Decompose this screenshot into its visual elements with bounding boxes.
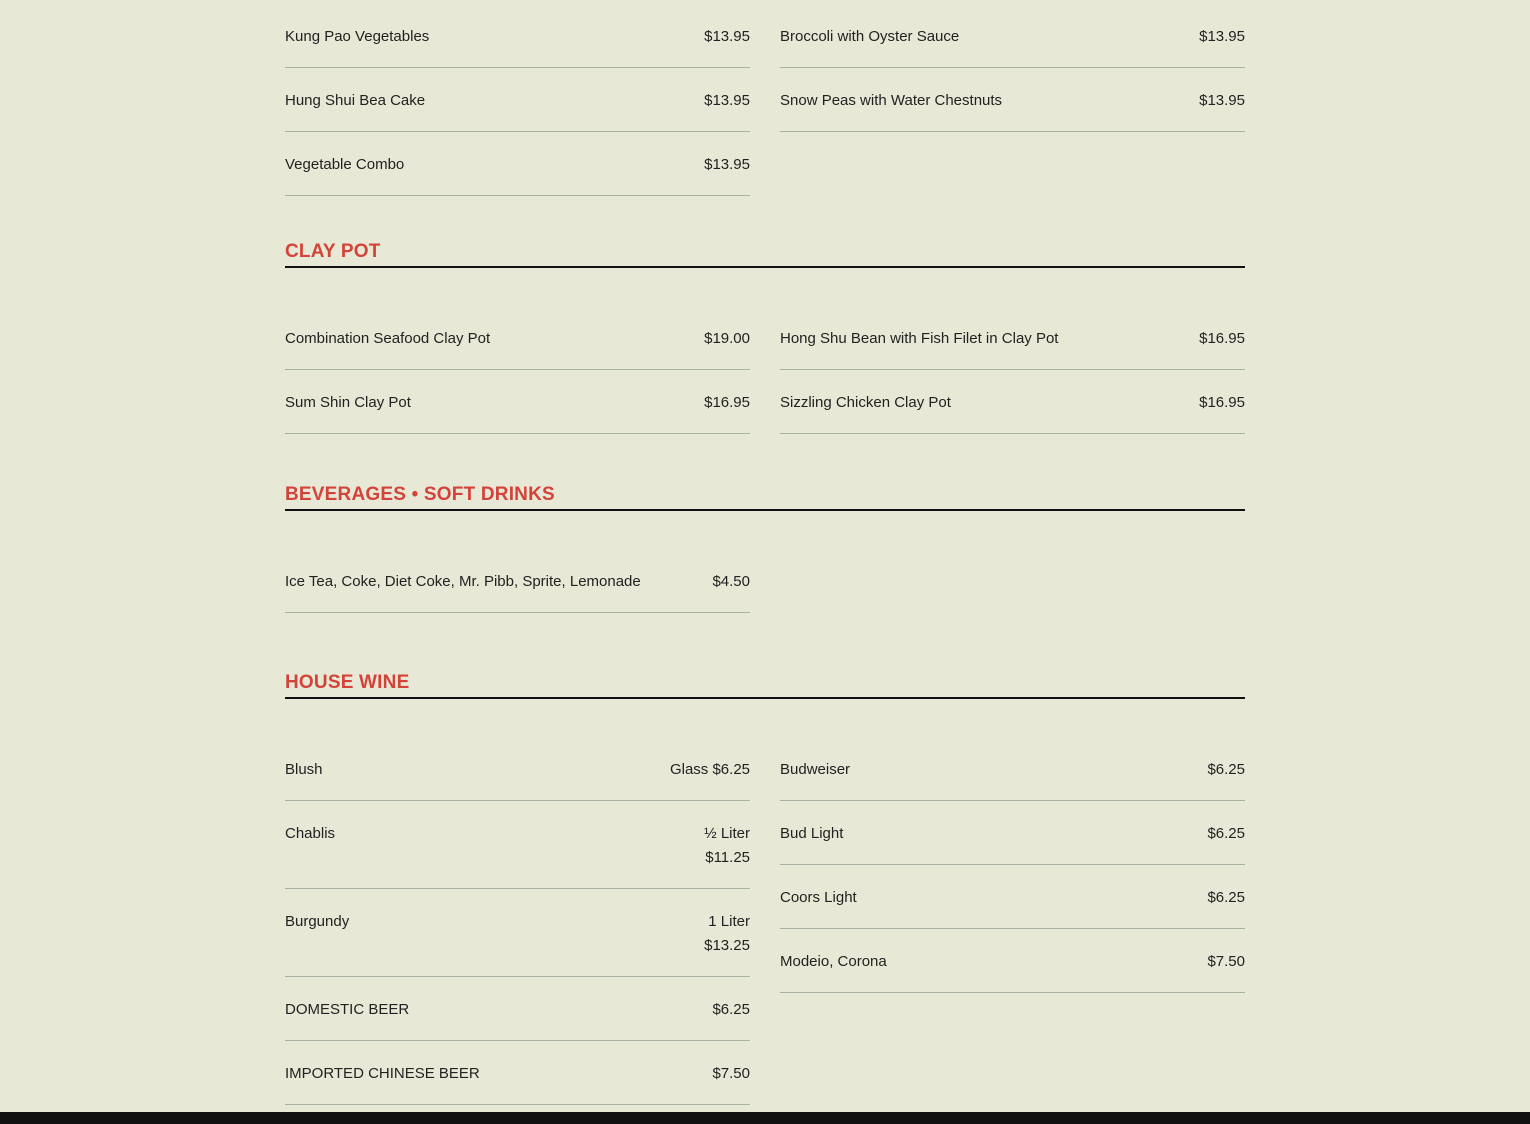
menu-item (780, 865, 1245, 929)
item-name: Budweiser (780, 761, 851, 778)
beverages-right-column (780, 549, 1245, 613)
item-price: ½ Liter $11.25 (704, 825, 750, 866)
menu-item (285, 370, 750, 434)
menu-item (780, 306, 1245, 370)
vegetables-left-column (285, 4, 750, 196)
item-price: $6.25 (1207, 825, 1245, 842)
item-price: $13.95 (704, 92, 750, 109)
menu-item (285, 306, 750, 370)
item-name: Ice Tea, Coke, Diet Coke, Mr. Pibb, Sprite, Lemonade (285, 573, 641, 590)
item-name: Bud Light (780, 825, 844, 842)
item-price: $16.95 (704, 394, 750, 411)
item-name: Burgundy (285, 913, 350, 930)
menu-item (285, 549, 750, 613)
item-name: Coors Light (780, 889, 857, 906)
menu-item (780, 68, 1245, 132)
vegetables-right-column (780, 4, 1245, 196)
item-price: $7.50 (1207, 953, 1245, 970)
section-title: BEVERAGES • SOFT DRINKS (285, 483, 1245, 511)
item-name: Hung Shui Bea Cake (285, 92, 426, 109)
item-price: $13.95 (1199, 28, 1245, 45)
house-wine-section (285, 671, 1245, 1105)
item-name: Broccoli with Oyster Sauce (780, 28, 960, 45)
item-name: Modeio, Corona (780, 953, 887, 970)
item-name: Snow Peas with Water Chestnuts (780, 92, 1003, 109)
item-name: Combination Seafood Clay Pot (285, 330, 491, 347)
item-name: Sum Shin Clay Pot (285, 394, 411, 411)
item-name: Blush (285, 761, 323, 778)
clay-pot-section (285, 240, 1245, 434)
item-price: $6.25 (1207, 889, 1245, 906)
clay-pot-left-column (285, 306, 750, 434)
item-price: $19.00 (704, 330, 750, 347)
menu-item (285, 889, 750, 977)
item-name: Sizzling Chicken Clay Pot (780, 394, 951, 411)
menu-item (780, 370, 1245, 434)
menu-item (780, 801, 1245, 865)
item-price: $16.95 (1199, 394, 1245, 411)
item-price: 1 Liter $13.25 (704, 913, 750, 954)
item-price: $16.95 (1199, 330, 1245, 347)
menu-item (285, 1041, 750, 1105)
menu-item (285, 68, 750, 132)
item-price: $4.50 (712, 573, 750, 590)
menu-item (285, 737, 750, 801)
item-price: $6.25 (1207, 761, 1245, 778)
menu-item (285, 4, 750, 68)
item-name: DOMESTIC BEER (285, 1001, 410, 1018)
menu-item (780, 737, 1245, 801)
item-name: Hong Shu Bean with Fish Filet in Clay Pot (780, 330, 1059, 347)
house-wine-left-column (285, 737, 750, 1105)
item-price: Glass $6.25 (669, 761, 750, 778)
item-price: $13.95 (704, 28, 750, 45)
menu-item (285, 801, 750, 889)
item-name: Vegetable Combo (285, 156, 405, 173)
item-price: $6.25 (712, 1001, 750, 1018)
footer-bar (0, 1112, 1530, 1124)
beverages-left-column (285, 549, 750, 613)
item-price: $13.95 (704, 156, 750, 173)
item-price: $7.50 (712, 1065, 750, 1082)
menu-item (780, 4, 1245, 68)
section-title: HOUSE WINE (285, 671, 1245, 699)
menu-item (780, 929, 1245, 993)
section-title: CLAY POT (285, 240, 1245, 268)
clay-pot-right-column (780, 306, 1245, 434)
menu-item (285, 132, 750, 196)
menu-item (285, 977, 750, 1041)
house-wine-right-column (780, 737, 1245, 1105)
item-name: IMPORTED CHINESE BEER (285, 1065, 480, 1082)
item-name: Chablis (285, 825, 336, 842)
beverages-section (285, 483, 1245, 613)
item-price: $13.95 (1199, 92, 1245, 109)
item-name: Kung Pao Vegetables (285, 28, 430, 45)
vegetables-section (285, 4, 1245, 196)
